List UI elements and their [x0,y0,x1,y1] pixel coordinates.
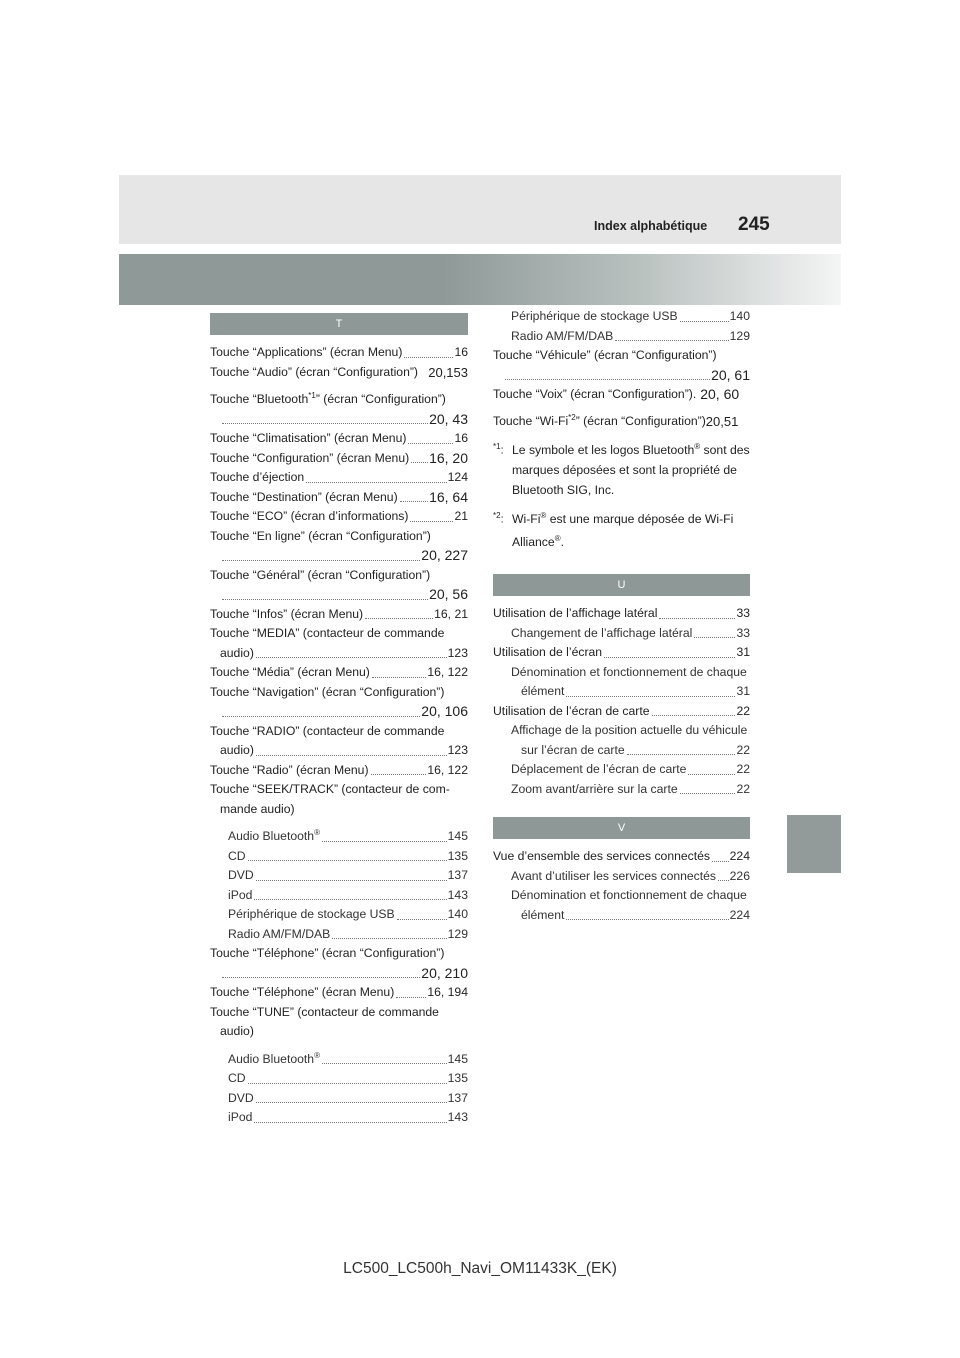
index-subentry: Audio Bluetooth® 145 [228,1050,468,1066]
index-subentry-cont: sur l’écran de carte 22 [521,742,750,757]
document-code: LC500_LC500h_Navi_OM11433K_(EK) [343,1260,617,1277]
index-entry: Touche “Navigation” (écran “Configuration”) [210,684,445,699]
index-entry: Touche “TUNE” (contacteur de commande [210,1004,439,1019]
index-entry-cont: audio) [220,1024,254,1039]
index-entry: Vue d’ensemble des services connectés 224 [493,849,750,864]
index-entry-cont: 20, 210 [210,964,468,984]
index-entry-cont: audio) 123 [220,645,468,660]
index-entry: Touche d’éjection 124 [210,470,468,485]
index-subentry: Déplacement de l’écran de carte 22 [511,762,750,777]
section-header-u: U [493,574,750,596]
index-subentry: Périphérique de stockage USB 140 [228,907,468,922]
index-entry: Touche “Audio” (écran “Configuration”) 20,153 [210,364,468,380]
index-subentry-cont: élément 31 [521,684,750,699]
index-entry-cont: mande audio) [220,801,295,816]
chapter-band [119,254,841,305]
index-entry-cont: 20, 61 [493,366,750,386]
index-entry: Utilisation de l’écran 31 [493,645,750,660]
index-entry: Touche “Infos” (écran Menu) 16, 21 [210,606,468,621]
index-subentry: Radio AM/FM/DAB 129 [511,328,750,343]
index-subentry: iPod 143 [228,1110,468,1125]
index-entry: Touche “Média” (écran Menu) 16, 122 [210,665,468,680]
index-subentry: Dénomination et fonctionnement de chaque [511,664,747,679]
index-subentry: Périphérique de stockage USB 140 [511,309,750,323]
index-column-right [493,307,750,925]
index-subentry: Dénomination et fonctionnement de chaque [511,888,747,903]
index-entry: Touche “Climatisation” (écran Menu) 16 [210,431,468,446]
thumb-tab [787,815,841,873]
index-subentry: Radio AM/FM/DAB 129 [228,926,468,941]
footnote-1: $^{*1}$: Le symbole et les logos Bluetooth® sont des marques déposées et sont la propriété de Bluetooth SIG, Inc. [493,442,750,498]
index-entry: Touche “Général” (écran “Configuration”) [210,567,431,582]
index-entry-cont: audio) 123 [220,743,468,758]
index-entry: Touche “Bluetooth$^{*1}$” (écran “Configuration”) [210,391,446,407]
index-entry-cont: 20, 56 [210,585,468,605]
index-entry: Touche “Téléphone” (écran “Configuration”) [210,946,445,961]
index-subentry: iPod 143 [228,887,468,902]
index-subentry: Avant d’utiliser les services connectés 226 [511,868,750,883]
index-entry: Touche “RADIO” (contacteur de commande [210,723,445,738]
index-subentry: CD 135 [228,1071,468,1086]
index-entry: Touche “Téléphone” (écran Menu) 16, 194 [210,985,468,1000]
section-header-v: V [493,817,750,839]
index-subentry-cont: élément 224 [521,907,750,922]
page-title: Index alphabétique [594,219,708,233]
index-entry: Touche “Applications” (écran Menu) 16 [210,345,468,359]
index-entry: Touche “Véhicule” (écran “Configuration”) [493,348,717,362]
index-entry: Touche “Destination” (écran Menu) 16, 64 [210,488,468,505]
index-entry: Touche “Configuration” (écran Menu) 16, 20 [210,449,468,466]
index-subentry: CD 135 [228,848,468,863]
index-entry: Touche “MEDIA” (contacteur de commande [210,626,445,641]
index-entry: Utilisation de l’affichage latéral 33 [493,606,750,621]
index-entry: Touche “Wi-Fi$^{*2}$” (écran “Configuration”) 20,51 [493,412,739,429]
index-entry: Touche “ECO” (écran d’informations) 21 [210,509,468,524]
index-subentry: DVD 137 [228,868,468,883]
index-entry: Touche “Radio” (écran Menu) 16, 122 [210,762,468,777]
index-entry: Touche “Voix” (écran “Configuration”). 20, 60 [493,386,740,402]
index-column-left [210,313,468,1128]
index-entry: Touche “SEEK/TRACK” (contacteur de com- [210,782,450,797]
index-entry-cont: 20, 43 [210,410,468,430]
index-entry: Utilisation de l’écran de carte 22 [493,703,750,718]
header-band [119,175,841,244]
footnote-2: $^{*2}$: Wi-Fi® est une marque déposée de Wi-Fi Alliance®. [493,511,734,550]
index-entry-cont: 20, 106 [210,702,468,722]
index-subentry: Zoom avant/arrière sur la carte 22 [511,781,750,796]
index-subentry: DVD 137 [228,1090,468,1105]
index-entry-cont: 20, 227 [210,546,468,566]
page-number: 245 [738,214,770,235]
index-subentry: Affichage de la position actuelle du véhicule [511,723,748,738]
index-entry: Touche “En ligne” (écran “Configuration”) [210,528,431,543]
section-header-t: T [210,313,468,335]
index-subentry: Audio Bluetooth® 145 [228,828,468,844]
index-subentry: Changement de l’affichage latéral 33 [511,625,750,640]
